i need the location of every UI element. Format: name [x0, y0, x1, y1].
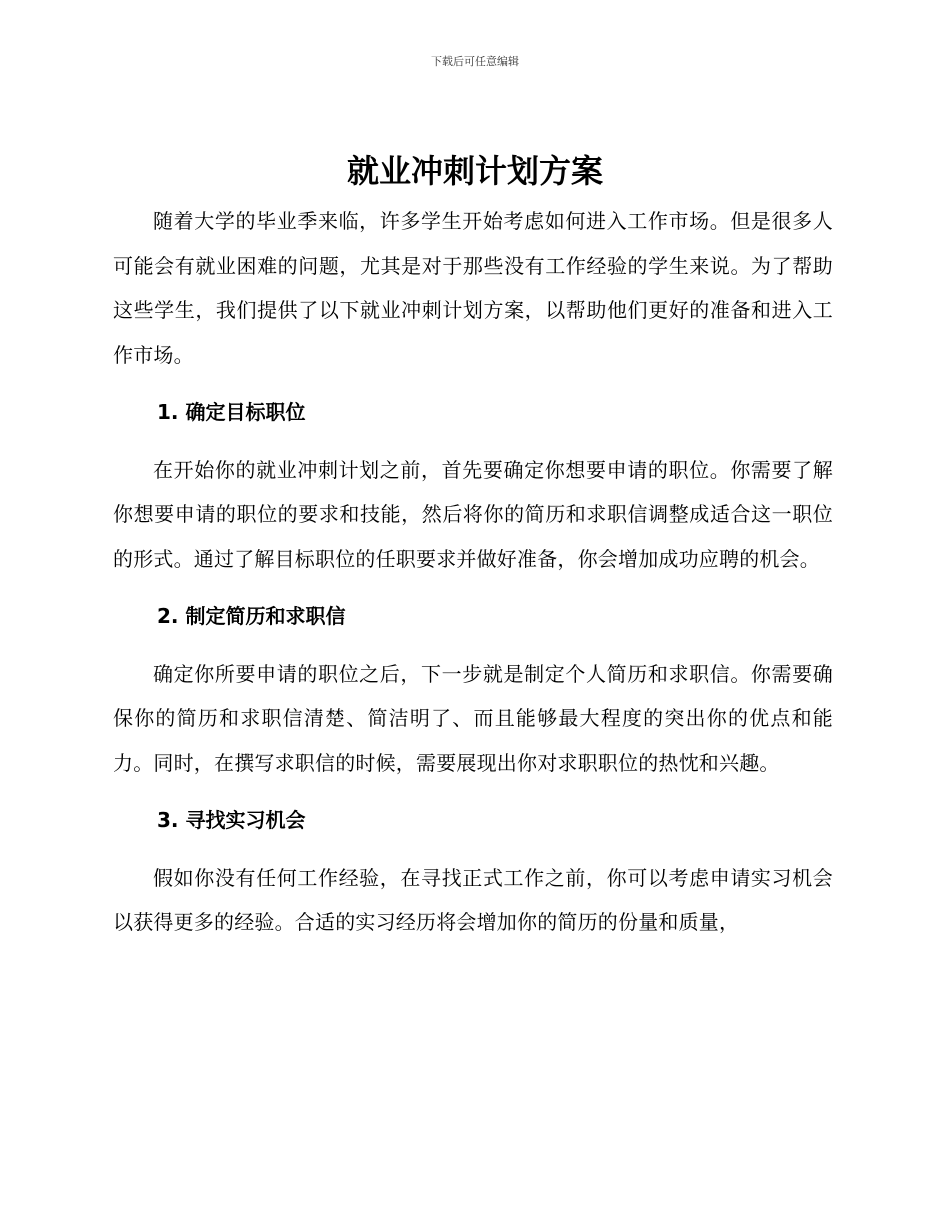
- page-header: 下载后可任意编辑: [431, 55, 519, 68]
- intro-paragraph: 随着大学的毕业季来临，许多学生开始考虑如何进入工作市场。但是很多人可能会有就业困难的问题，尤其是对于那些没有工作经验的学生来说。为了帮助这些学生，我们提供了以下就业冲刺计划方案，以帮助他们更好的准备和进入工作市场。: [113, 209, 833, 367]
- section-heading-resume: 2. 制定简历和求职信: [157, 604, 346, 628]
- section-paragraph-internship: 假如你没有任何工作经验，在寻找正式工作之前，你可以考虑申请实习机会以获得更多的经验。合适的实习经历将会增加你的简历的份量和质量，: [113, 865, 833, 934]
- document-title: 就业冲刺计划方案: [346, 152, 603, 190]
- section-paragraph-target-position: 在开始你的就业冲刺计划之前，首先要确定你想要申请的职位。你需要了解你想要申请的职位的要求和技能，然后将你的简历和求职信调整成适合这一职位的形式。通过了解目标职位的任职要求并做好准备，你会增加成功应聘的机会。: [113, 457, 833, 571]
- section-heading-internship: 3. 寻找实习机会: [157, 808, 306, 832]
- document-body: [113, 199, 833, 945]
- section-heading-target-position: 1. 确定目标职位: [157, 400, 306, 424]
- section-paragraph-resume: 确定你所要申请的职位之后，下一步就是制定个人简历和求职信。你需要确保你的简历和求职信清楚、简洁明了、而且能够最大程度的突出你的优点和能力。同时，在撰写求职信的时候，需要展现出你对求职职位的热忱和兴趣。: [113, 661, 833, 775]
